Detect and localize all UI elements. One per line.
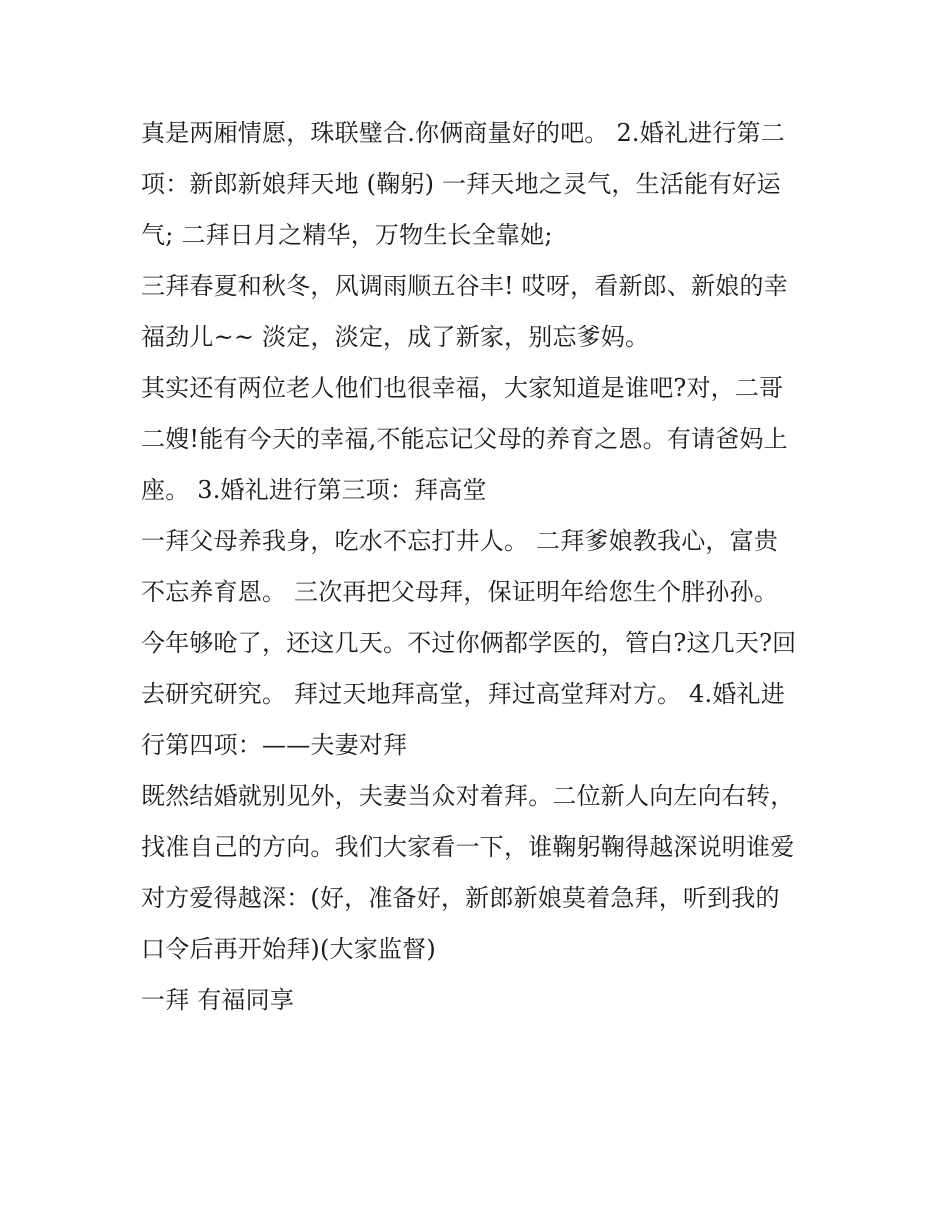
text-line: 既然结婚就别见外，夫妻当众对着拜。二位新人向左向右转， <box>141 782 795 810</box>
text-line: 其实还有两位老人他们也很幸福，大家知道是谁吧?对，二哥 <box>141 374 784 402</box>
text-line: 项：新郎新娘拜天地 (鞠躬) 一拜天地之灵气，生活能有好运 <box>141 170 781 198</box>
text-line: 今年够呛了，还这几天。不过你俩都学医的，管白?这几天?回 <box>141 629 797 657</box>
text-line: 口令后再开始拜)(大家监督) <box>141 935 436 963</box>
text-line: 二嫂!能有今天的幸福,不能忘记父母的养育之恩。有请爸妈上 <box>141 425 788 453</box>
body-text <box>141 108 821 1026</box>
text-line: 真是两厢情愿，珠联璧合.你俩商量好的吧。 2.婚礼进行第二 <box>141 119 785 147</box>
text-line: 一拜 有福同享 <box>141 986 295 1014</box>
text-line: 不忘养育恩。 三次再把父母拜，保证明年给您生个胖孙孙。 <box>141 578 779 606</box>
text-line: 对方爱得越深：(好，准备好，新郎新娘莫着急拜，听到我的 <box>141 884 780 912</box>
text-line: 一拜父母养我身，吃水不忘打井人。 二拜爹娘教我心，富贵 <box>141 527 779 555</box>
text-line: 福劲儿~~ 淡定，淡定，成了新家，别忘爹妈。 <box>141 323 650 351</box>
text-line: 去研究研究。 拜过天地拜高堂，拜过高堂拜对方。 4.婚礼进 <box>141 680 785 708</box>
text-line: 座。 3.婚礼进行第三项：拜高堂 <box>141 476 487 504</box>
text-line: 行第四项：——夫妻对拜 <box>141 731 408 759</box>
text-line: 找准自己的方向。我们大家看一下，谁鞠躬鞠得越深说明谁爱 <box>141 833 795 861</box>
text-line: 气; 二拜日月之精华，万物生长全靠她; <box>141 221 553 249</box>
text-line: 三拜春夏和秋冬，风调雨顺五谷丰! 哎呀，看新郎、新娘的幸 <box>141 272 788 300</box>
